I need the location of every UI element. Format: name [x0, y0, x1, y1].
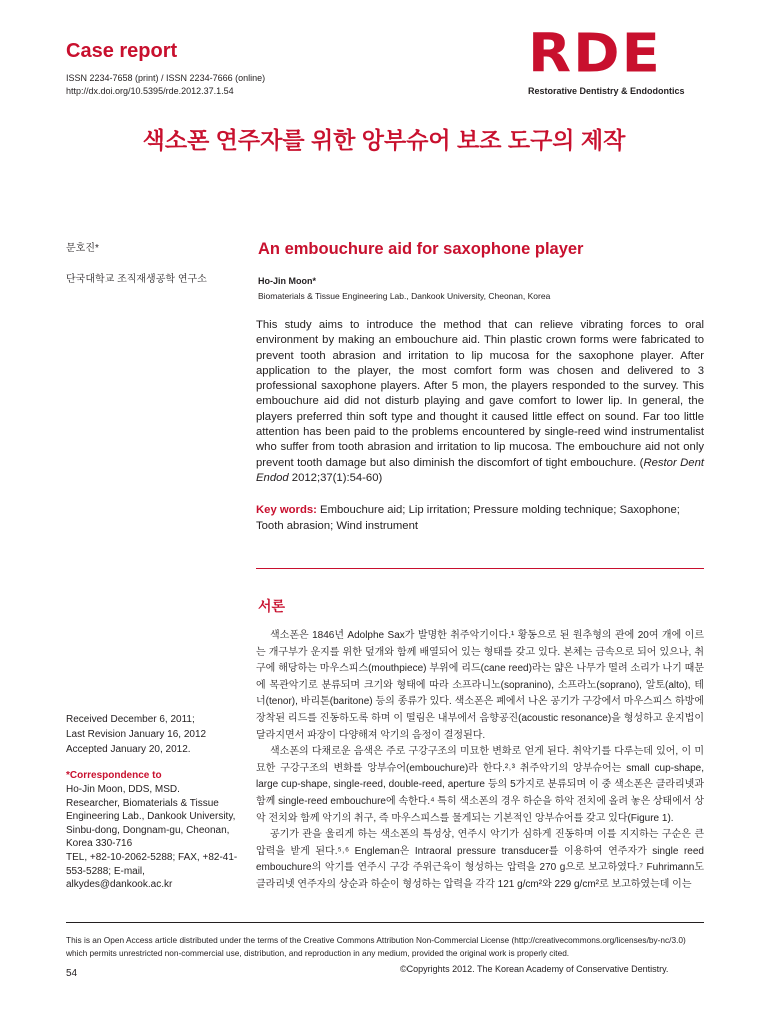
received-dates [66, 712, 206, 757]
case-report-label: Case report [66, 40, 178, 62]
logo-text: RDE [528, 23, 662, 85]
body-text [256, 628, 704, 894]
paragraph: 색소폰의 다채로운 음색은 주로 구강구조의 미묘한 변화로 얻게 된다. 취악기를 다루는데 있어, 이 미묘한 구강구조의 변화를 앙부슈어(embouchure)라 한다.²˒³ 취주악기의 앙부슈어는 small cup-shape, large cup-shape, single-reed, double-reed, aperture 등의 5가지로 분류되며 이 중 색소폰은 클라리넷과 함께 single-reed embouchure에 속한다.⁴ 특히 색소폰의 경우 하순을 하악 전치에 올려 놓은 상태에서 상악 전치와 함께 악기의 취구, 즉 마우스피스를 물게되는 기본적인 앙부슈어를 갖고 있다(Figure 1). [256, 746, 704, 824]
rde-logo [528, 23, 704, 96]
citation-rest: 2012;37(1):54-60) [288, 471, 383, 484]
keywords-label: Key words: [256, 504, 317, 516]
issn-text: ISSN 2234-7658 (print) / ISSN 2234-7666 (online) [66, 73, 266, 83]
english-title: An embouchure aid for saxophone player [258, 240, 584, 258]
korean-title: 색소폰 연주자를 위한 앙부슈어 보조 도구의 제작 [142, 127, 626, 153]
keywords-text: Embouchure aid; Lip irritation; Pressure molding technique; Saxophone; Tooth abrasion; Wind instrument [256, 504, 680, 532]
license-text: This is an Open Access article distributed under the terms of the Creative Commons Attribution Non-Commercial License (http://creativecommons.org/licenses/by-nc/3.0) which permits unrestricted non-commercial use, distribution, and reproduction in any medium, provided the original work is properly cited. [66, 935, 686, 958]
logo-subtitle: Restorative Dentistry & Endodontics [528, 86, 685, 96]
page-number: 54 [66, 968, 78, 979]
paragraph: 색소폰은 1846년 Adolphe Sax가 발명한 취주악기이다.¹ 황동으로 된 원추형의 관에 20여 개에 이르는 개구부가 운지를 위한 덮개와 함께 배열되어 있는 형태를 갖고 있다. 본체는 금속으로 되어 있으나, 취구에 해당하는 마우스피스(mouthpiece) 부위에 리드(cane reed)라는 얇은 나무가 떨려 소리가 나기 때문에 목관악기로 분류되며 크기와 형태에 따라 소프라니노(sopranino), 소프라노(soprano), 알토(alto), 테너(tenor), 바리톤(baritone) 등의 종류가 있다. 색소폰은 폐에서 나온 공기가 구강에서 마우스피스 하방에 장착된 리드를 진동하도록 하며 이 떨림은 내부에서 음향공진(acoustic resonance)을 형성하고 운지법이 달라지면서 파장이 다양해져 악기의 음정이 결정된다. [256, 630, 704, 741]
copyright: ©Copyrights 2012. The Korean Academy of Conservative Dentistry. [400, 964, 669, 974]
correspondence-label: *Correspondence to [66, 770, 162, 781]
paragraph: 공기가 관을 울리게 하는 색소폰의 특성상, 연주시 악기가 심하게 진동하며 이를 지지하는 구순은 큰 압력을 받게 된다.⁵˒⁶ Engleman은 Intraoral pressure transducer를 이용하여 연주자가 single reed embouchure의 악기를 연주시 구강 주위근육이 형성하는 압력을 270 g으로 보고하였다.⁷ Fuhrimann도 클라리넷 연주자의 상순과 하순이 형성하는 압력을 각각 121 g/cm²와 229 g/cm²로 보고하였는데 이는 [256, 829, 704, 890]
received-line: Received December 6, 2011; [66, 714, 195, 725]
abstract-text: This study aims to introduce the method that can relieve vibrating forces to oral environment by making an embouchure aid. Thin plastic crown forms were fabricated to prevent tooth abrasion and irritation to lip mucosa for the saxophone player. After application to the player, the most comfort form was chosen and delivered to 3 professional saxophone players. After 5 mon, the players responded to the survey. This embouchure aid did not disturb playing and gave comfort to lower lip. In general, the players preferred thin soft type and thought it caused little effect on sound. Far too little attention has been paid to the problems encountered by single-reed wind instrumentalist who suffer from tooth abrasion and irritation to lip mucosa. The embouchure aid not only prevent tooth damage but also diminish the discomfort of tight embouchure. ( [256, 319, 704, 469]
affiliation-english: Biomaterials & Tissue Engineering Lab., Dankook University, Cheonan, Korea [258, 291, 551, 301]
issn-block [66, 72, 265, 98]
affiliation-korean: 단국대학교 조직재생공학 연구소 [66, 274, 207, 285]
footer-divider [66, 922, 704, 923]
section-divider [256, 568, 704, 569]
abstract [256, 318, 704, 486]
section-title-intro: 서론 [258, 598, 286, 614]
author-korean: 문호진* [66, 243, 99, 254]
revision-line: Last Revision January 16, 2012 [66, 729, 207, 740]
accepted-line: Accepted January 20, 2012. [66, 744, 191, 755]
doi-link[interactable]: http://dx.doi.org/10.5395/rde.2012.37.1.54 [66, 86, 234, 96]
correspondence-text: Ho-Jin Moon, DDS, MSD. Researcher, Biomaterials & Tissue Engineering Lab., Dankook University, Sinbu-dong, Dongnam-gu, Cheonan, Korea 330-716 TEL, +82-10-2062-5288; FAX, +82-41-553-5288; E-mail, alkydes@dankook.ac.kr [66, 784, 238, 891]
author-english: Ho-Jin Moon* [258, 276, 316, 286]
citation-journal: Restor Dent Endod [256, 456, 704, 484]
keywords [256, 502, 704, 534]
